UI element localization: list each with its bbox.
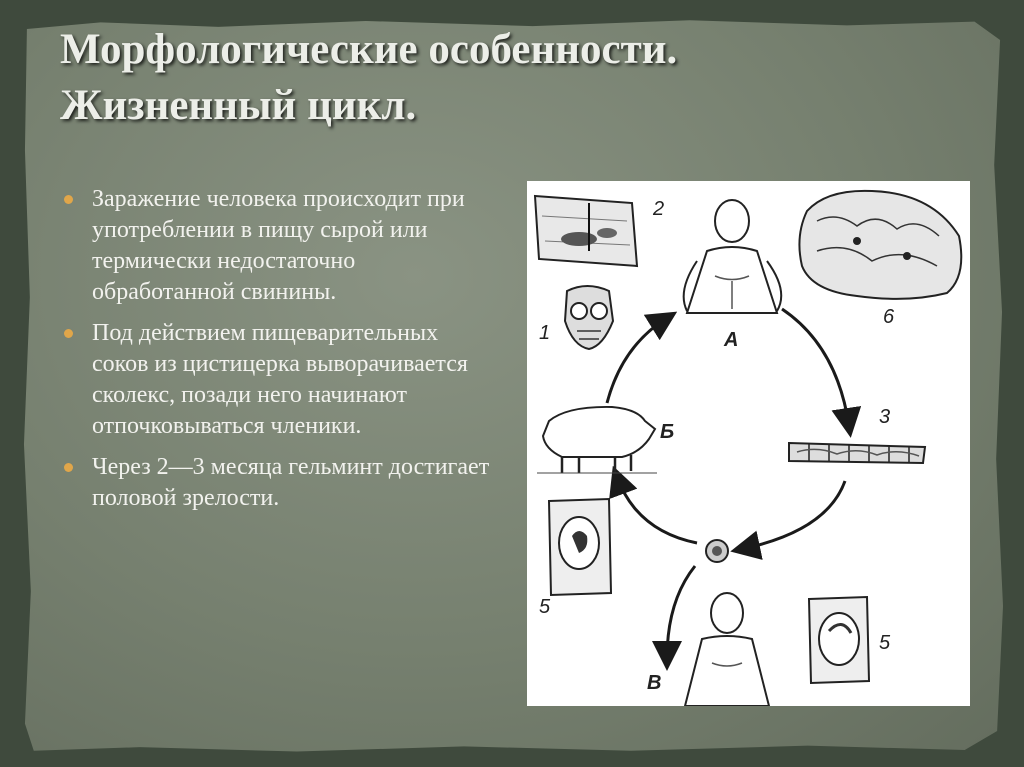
bullet-item [62,184,492,308]
label-5-left: 5 [539,596,551,618]
proglottid-chain-icon [789,443,925,463]
pig-host-icon [537,407,657,473]
label-6: 6 [883,306,895,328]
arrow-egg-to-human-v [667,566,695,659]
label-5-right: 5 [879,632,891,654]
bullet-text: Под действием пищеварительных соков из цистицерка выворачивается сколекс, позади него начинают отпочковываться членики. [92,320,468,439]
bullet-dot-icon [64,463,73,472]
scolex-icon [565,286,613,349]
label-2: 2 [653,198,665,220]
human-host-v-icon [685,593,769,706]
bullet-item [62,452,492,514]
arrow-segments-to-egg [742,481,845,549]
brain-cysticerci-icon [799,191,961,299]
meat-cysticerci-icon [535,196,637,266]
bullet-list [62,184,492,524]
bullet-text: Заражение человека происходит при употреблении в пищу сырой или термически недостаточно обработанной свинины. [92,186,465,305]
bullet-text: Через 2—3 месяца гельминт достигает половой зрелости. [92,454,490,511]
arrow-human-to-segments [782,309,849,426]
life-cycle-svg [527,181,970,706]
arrow-egg-to-pig [617,477,697,543]
human-host-a-icon [684,200,782,313]
arrow-pig-to-human [607,318,667,403]
life-cycle-diagram [527,181,970,706]
label-host-b: Б [660,421,675,443]
label-host-a: А [724,329,739,351]
bullet-dot-icon [64,195,73,204]
slide-title [60,22,960,134]
cysticercus-in-tissue-icon [549,499,611,595]
label-3: 3 [879,406,891,428]
egg-icon [706,540,728,562]
title-line-2: Жизненный цикл. [60,82,417,129]
title-line-1: Морфологические особенности. [60,26,678,73]
cysticercus-icon [809,597,869,683]
label-1: 1 [539,322,551,344]
bullet-dot-icon [64,329,73,338]
bullet-item [62,318,492,442]
label-host-v: В [647,672,662,694]
